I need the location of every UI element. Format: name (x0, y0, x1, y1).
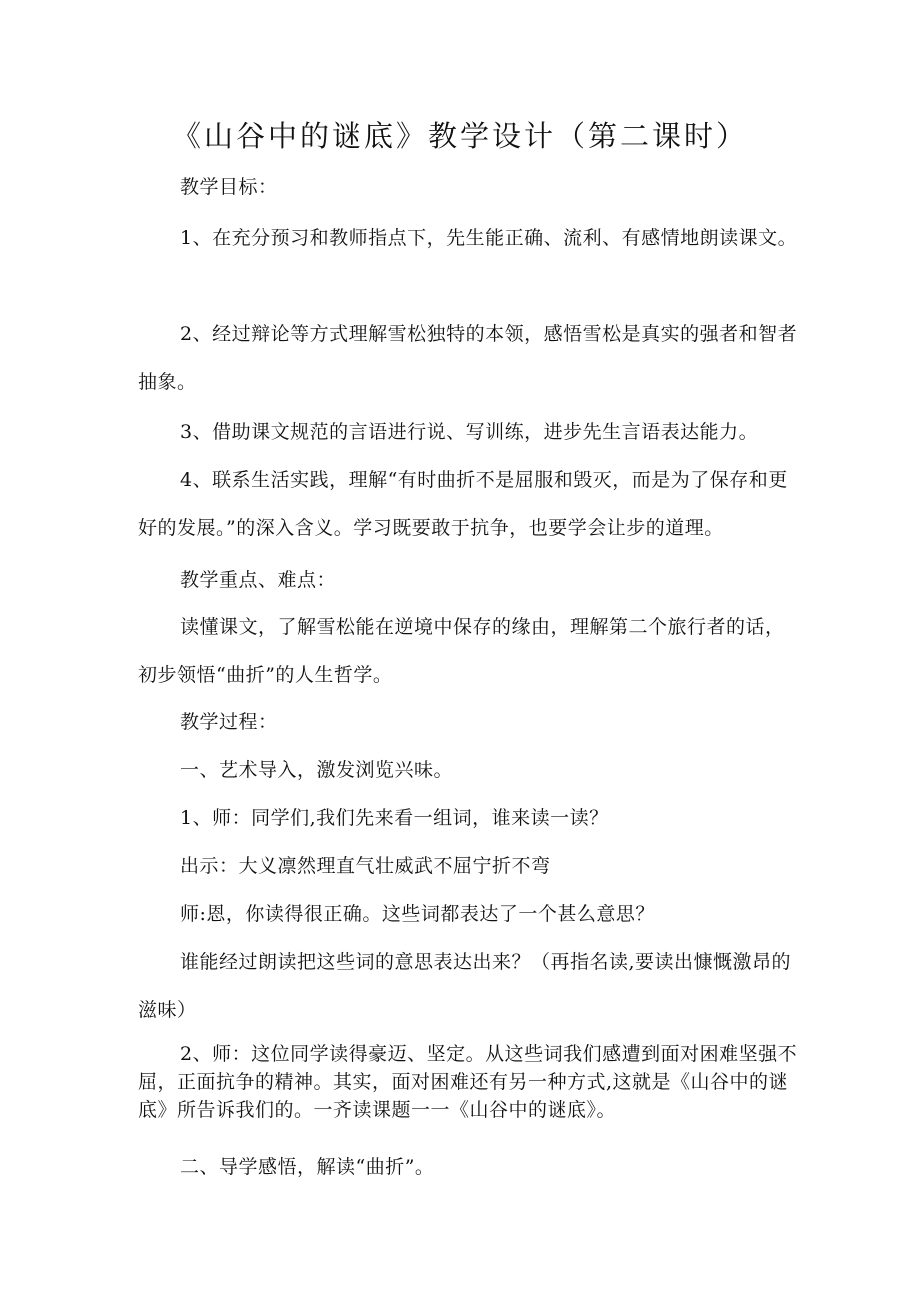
section-heading-key-points: 教学重点、难点： (180, 569, 337, 591)
section-heading-process: 教学过程： (180, 711, 278, 733)
paragraph-objective-3: 3、借助课文规范的言语进行说、写训练，进步先生言语表达能力。 (180, 421, 759, 443)
paragraph-display-words: 出示：大义凛然理直气壮威武不屈宁折不弯 (180, 855, 551, 877)
paragraph-step-1: 1、师：同学们,我们先来看一组词，谁来读一读？ (180, 807, 609, 829)
paragraph-teacher-comment: 师:恩，你读得很正确。这些词都表达了一个甚么意思？ (180, 903, 655, 925)
page-title: 《山谷中的谜底》教学设计（第二课时） (171, 119, 748, 153)
paragraph-read-aloud: 谁能经过朗读把这些词的意思表达出来？（再指名读,要读出慷慨激昂的滋味） (138, 951, 792, 1021)
section-heading-objectives: 教学目标： (180, 176, 278, 198)
paragraph-objective-2: 2、经过辩论等方式理解雪松独特的本领，感悟雪松是真实的强者和智者抽象。 (138, 323, 798, 393)
paragraph-step-2: 2、师：这位同学读得豪迈、坚定。从这些词我们感遭到面对困难坚强不屈，正面抗争的精神。其实，面对困难还有另一种方式,这就是《山谷中的谜底》所告诉我们的。一齐读课题一一《山谷中的谜底》。 (138, 1043, 798, 1121)
paragraph-objective-4: 4、联系生活实践，理解“有时曲折不是屈服和毁灭，而是为了保存和更好的发展。”的深入含义。学习既要敢于抗争，也要学会让步的道理。 (138, 469, 788, 539)
section-heading-part-1: 一、艺术导入，激发浏览兴味。 (180, 759, 454, 781)
paragraph-key-points: 读懂课文，了解雪松能在逆境中保存的缘由，理解第二个旅行者的话，初步领悟“曲折”的人生哲学。 (138, 616, 785, 686)
paragraph-objective-1: 1、在充分预习和教师指点下，先生能正确、流利、有感情地朗读课文。 (180, 227, 798, 249)
section-heading-part-2: 二、导学感悟，解读“曲折”。 (180, 1156, 435, 1178)
